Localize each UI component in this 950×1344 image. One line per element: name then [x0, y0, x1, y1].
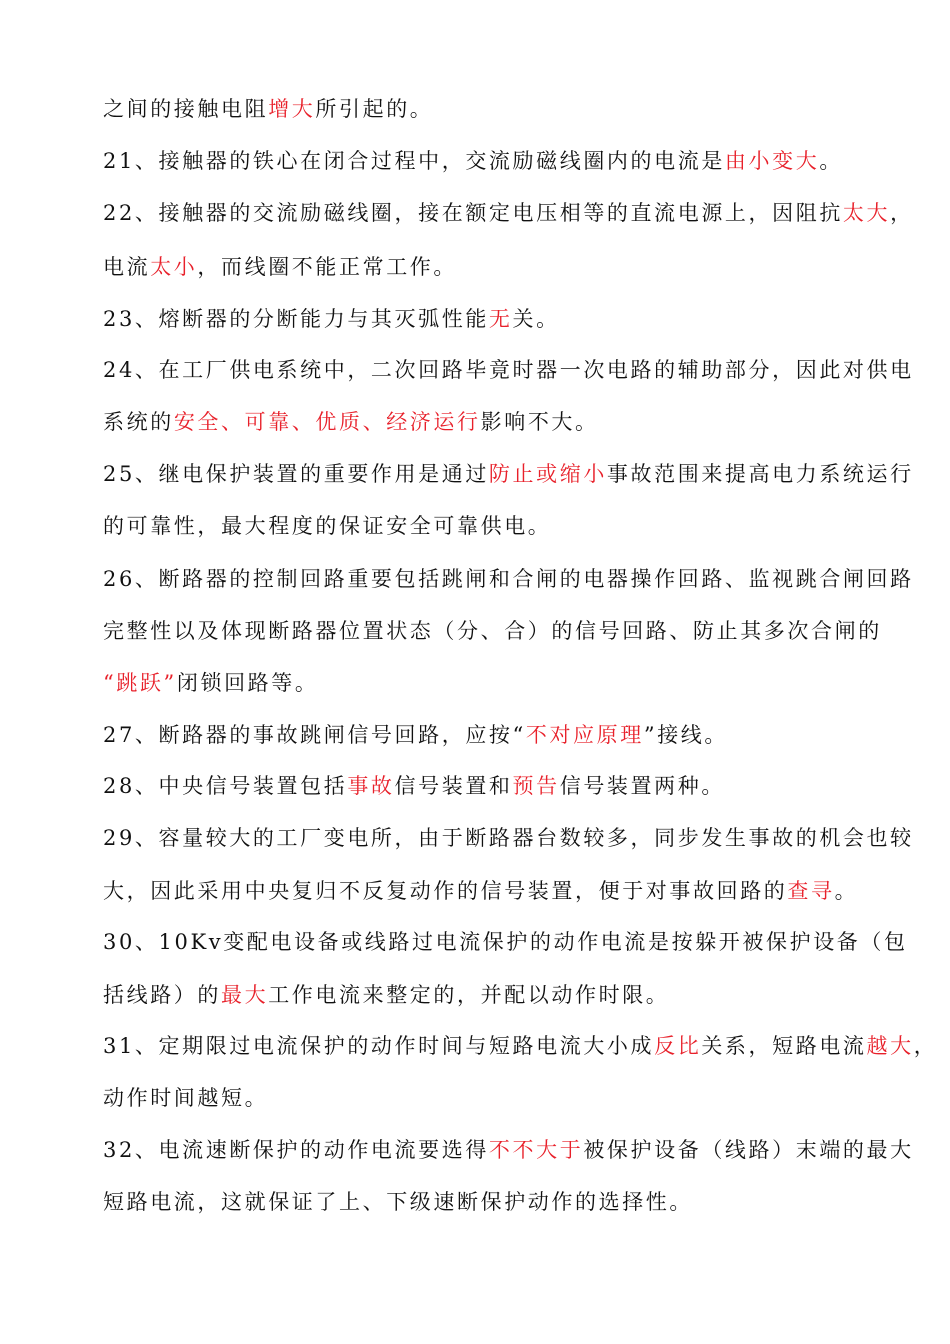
text-line	[103, 146, 870, 176]
text-segment: 信号装置两种。	[559, 774, 725, 798]
text-segment: 32、电流速断保护的动作电流要选得	[103, 1138, 489, 1162]
text-segment: 23、熔断器的分断能力与其灭弧性能	[103, 307, 489, 331]
highlighted-answer: 不对应原理	[525, 723, 644, 747]
text-line	[103, 823, 914, 853]
text-line	[103, 927, 908, 957]
text-segment: 事故范围来提高电力系统运行	[606, 462, 914, 486]
text-line	[103, 94, 870, 124]
highlighted-answer: 太大	[842, 201, 891, 225]
text-segment: 24、在工厂供电系统中，二次回路毕竟时器一次电路的辅助部分，因此对供电	[103, 358, 914, 382]
highlighted-answer: 安全、可靠、优质、经济运行	[173, 410, 481, 434]
text-segment: 系统的	[103, 410, 174, 434]
text-segment: 29、容量较大的工厂变电所，由于断路器台数较多，同步发生事故的机会也较	[103, 826, 914, 850]
text-segment: 完整性以及体现断路器位置状态（分、合）的信号回路、防止其多次合闸的	[103, 619, 882, 643]
text-segment: 被保护设备（线路）末端的最大	[583, 1138, 914, 1162]
text-segment: 括线路）的	[103, 983, 221, 1007]
text-line	[103, 459, 914, 489]
highlighted-answer: 越大	[866, 1034, 914, 1058]
highlighted-answer: 最大	[221, 983, 269, 1007]
text-line	[103, 616, 882, 646]
text-segment: ，而线圈不能正常工作。	[197, 255, 458, 279]
text-segment: 电流	[103, 255, 151, 279]
text-segment: 动作时间越短。	[103, 1086, 269, 1110]
text-line	[103, 252, 870, 282]
text-segment: 的可靠性，最大程度的保证安全可靠供电。	[103, 514, 552, 538]
text-line	[103, 668, 870, 698]
text-segment: 关系，短路电流	[701, 1034, 867, 1058]
text-line	[103, 407, 870, 437]
text-segment: 闭锁回路等。	[176, 671, 319, 695]
text-line	[103, 876, 870, 906]
text-line	[103, 1135, 914, 1165]
text-line	[103, 771, 870, 801]
highlighted-answer: 事故	[347, 774, 395, 798]
text-segment: 短路电流，这就保证了上、下级速断保护动作的选择性。	[103, 1190, 693, 1214]
highlighted-answer: 反比	[654, 1034, 702, 1058]
text-line	[103, 720, 870, 750]
highlighted-answer: 太小	[150, 255, 198, 279]
text-line	[103, 511, 870, 541]
highlighted-answer: “跳跃”	[103, 671, 177, 695]
text-line	[103, 198, 914, 228]
text-segment: 26、断路器的控制回路重要包括跳闸和合闸的电器操作回路、监视跳合闸回路	[103, 567, 914, 591]
highlighted-answer: 预告	[512, 774, 560, 798]
text-line	[103, 564, 914, 594]
text-line	[103, 1083, 870, 1113]
text-segment: ，	[890, 201, 914, 225]
text-segment: 22、接触器的交流励磁线圈，接在额定电压相等的直流电源上，因阻抗	[103, 201, 843, 225]
text-segment: 28、中央信号装置包括	[103, 774, 348, 798]
text-segment: 21、接触器的铁心在闭合过程中，交流励磁线圈内的电流是	[103, 149, 725, 173]
highlighted-answer: 由小变大	[724, 149, 820, 173]
text-segment: ”接线。	[643, 723, 728, 747]
text-segment: 工作电流来整定的，并配以动作时限。	[268, 983, 670, 1007]
highlighted-answer: 无	[488, 307, 513, 331]
text-segment: 之间的接触电阻	[103, 97, 269, 121]
text-line	[103, 1031, 938, 1061]
text-line	[103, 1187, 870, 1217]
text-segment: 影响不大。	[480, 410, 599, 434]
text-line	[103, 304, 870, 334]
text-segment: 所引起的。	[315, 97, 434, 121]
highlighted-answer: 防止或缩小	[488, 462, 607, 486]
text-segment: 。	[819, 149, 843, 173]
highlighted-answer: 查寻	[787, 879, 835, 903]
text-line	[103, 355, 914, 385]
highlighted-answer: 增大	[268, 97, 316, 121]
text-segment: 大，因此采用中央复归不反复动作的信号装置，便于对事故回路的	[103, 879, 788, 903]
text-segment: 31、定期限过电流保护的动作时间与短路电流大小成	[103, 1034, 655, 1058]
text-segment: ，	[913, 1034, 938, 1058]
text-segment: 关。	[512, 307, 560, 331]
text-segment: 信号装置和	[394, 774, 513, 798]
text-segment: 25、继电保护装置的重要作用是通过	[103, 462, 489, 486]
highlighted-answer: 不不大于	[488, 1138, 584, 1162]
text-line	[103, 980, 870, 1010]
text-segment: 30、10Kv变配电设备或线路过电流保护的动作电流是按躲开被保护设备（包	[103, 930, 908, 954]
text-segment: 。	[834, 879, 859, 903]
text-segment: 27、断路器的事故跳闸信号回路，应按“	[103, 723, 526, 747]
